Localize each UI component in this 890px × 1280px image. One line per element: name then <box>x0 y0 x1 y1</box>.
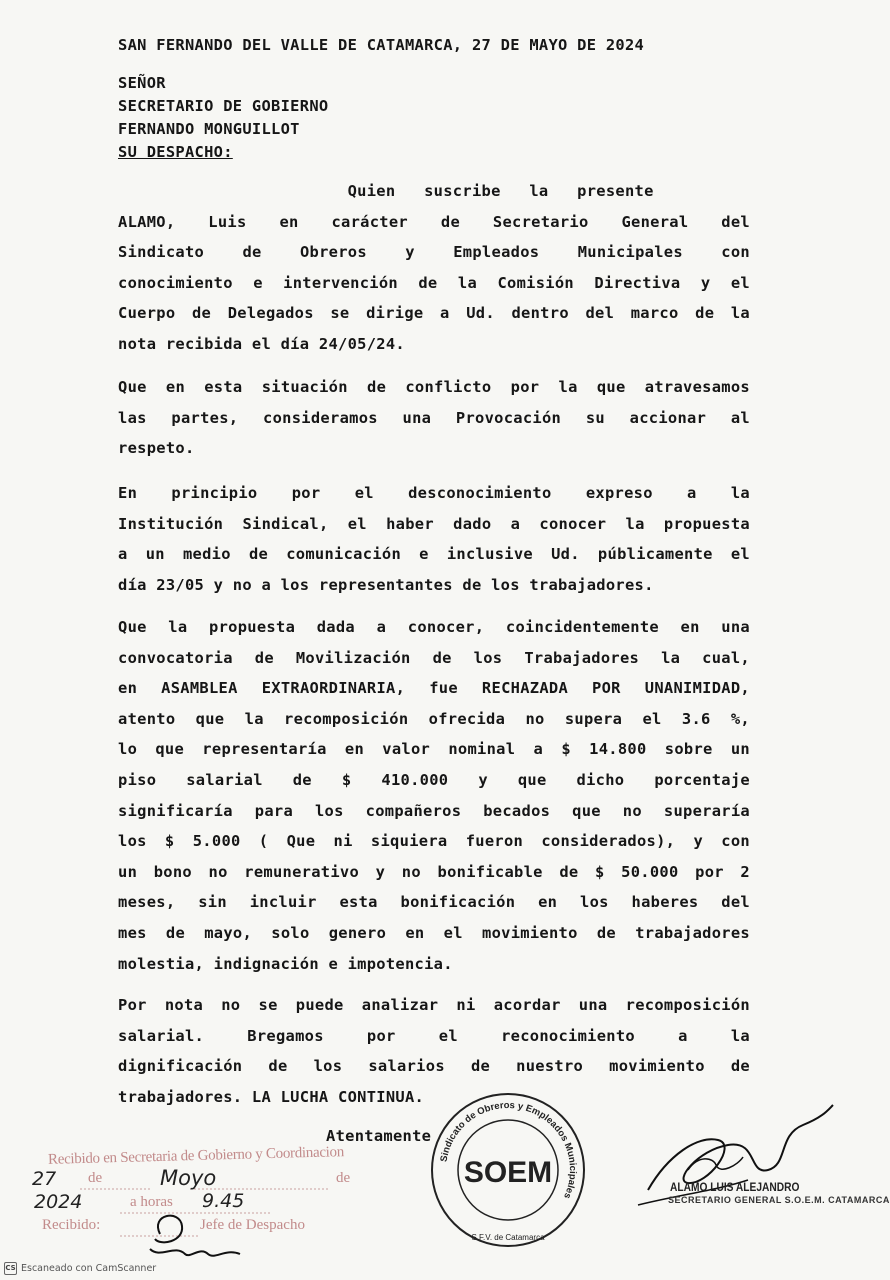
signature-icon <box>628 1095 848 1225</box>
paragraph-line: trabajadores. LA LUCHA CONTINUA. <box>118 1087 425 1106</box>
place-date: SAN FERNANDO DEL VALLE DE CATAMARCA, 27 DE MAYO DE 2024 <box>118 36 645 54</box>
paragraph-line: Que en esta situación de conflicto por la que atravesamos <box>118 378 750 396</box>
paragraph-line: un bono no remunerativo y no bonificable de $ 50.000 por 2 <box>118 862 750 881</box>
handwritten-year: 2024 <box>34 1191 83 1213</box>
paragraph-line: en ASAMBLEA EXTRAORDINARIA, fue RECHAZADA POR UNANIMIDAD, <box>118 679 750 698</box>
stamp-label-chief: Jefe de Despacho <box>200 1217 305 1233</box>
paragraph-line: meses, sin incluir esta bonificación en los haberes del <box>118 893 750 912</box>
paragraph-conflict <box>118 372 750 464</box>
paragraph-line: Cuerpo de Delegados se dirige a Ud. dentro del marco de la <box>118 304 750 323</box>
received-stamp-title: Recibido en Secretaria de Gobierno y Coordinacion <box>47 1144 345 1168</box>
paragraph-line: los $ 5.000 ( Que ni siquiera fueron considerados), y con <box>118 832 750 851</box>
paragraph-line: salarial. Bregamos por el reconocimiento a la <box>118 1026 750 1045</box>
paragraph-line: las partes, consideramos una Provocación su accionar al <box>118 408 750 427</box>
handwritten-month: Moyo <box>160 1166 217 1190</box>
camscanner-icon: CS <box>4 1262 17 1275</box>
signatory-name: ALAMO LUIS ALEJANDRO <box>670 1180 800 1194</box>
paragraph-line: Institución Sindical, el haber dado a conocer la propuesta <box>118 514 750 533</box>
received-stamp <box>32 1144 380 1264</box>
paragraph-line: Quien suscribe la presente <box>118 182 654 200</box>
scanner-footer <box>4 1262 156 1275</box>
signature-block <box>628 1095 890 1225</box>
paragraph-line: mes de mayo, solo genero en el movimiento de trabajadores <box>118 923 750 942</box>
addressee-salutation: SEÑOR <box>118 74 166 92</box>
addressee-office: SU DESPACHO: <box>118 143 233 161</box>
paragraph-line: atento que la recomposición ofrecida no supera el 3.6 %, <box>118 709 750 728</box>
stamp-label-hours: a horas <box>130 1194 173 1210</box>
paragraph-line: respeto. <box>118 439 195 458</box>
seal-ring-text: Sindicato de Obreros y Empleados Municipales <box>438 1099 579 1201</box>
paragraph-line: lo que representaría en valor nominal a $ 14.800 sobre un <box>118 740 750 759</box>
addressee-name: FERNANDO MONGUILLOT <box>118 120 300 138</box>
paragraph-proposal <box>118 612 750 979</box>
handwritten-day: 27 <box>32 1168 57 1190</box>
union-seal-icon <box>428 1090 588 1250</box>
paragraph-line: Sindicato de Obreros y Empleados Municipales con <box>118 243 750 262</box>
seal-bottom-text: S.F.V. de Catamarca <box>471 1233 545 1242</box>
closing-salutation: Atentamente <box>326 1127 432 1145</box>
paragraph-line: día 23/05 y no a los representantes de los trabajadores. <box>118 575 654 594</box>
paragraph-line: piso salarial de $ 410.000 y que dicho porcentaje <box>118 770 750 789</box>
stamp-label-de: de <box>88 1170 103 1186</box>
handwritten-time: 9.45 <box>202 1190 245 1212</box>
paragraph-line: convocatoria de Movilización de los Trabajadores la cual, <box>118 648 750 667</box>
paragraph-line: significaría para los compañeros becados que no superaría <box>118 801 750 820</box>
paragraph-line: nota recibida el día 24/05/24. <box>118 334 405 353</box>
paragraph-intro <box>118 176 750 360</box>
paragraph-line: molestia, indignación e impotencia. <box>118 954 453 973</box>
receiver-signature-icon <box>130 1204 270 1264</box>
addressee-title: SECRETARIO DE GOBIERNO <box>118 97 329 115</box>
paragraph-line: ALAMO, Luis en carácter de Secretario General del <box>118 212 750 231</box>
scanner-footer-text: Escaneado con CamScanner <box>21 1263 157 1274</box>
paragraph-line: En principio por el desconocimiento expreso a la <box>118 484 750 502</box>
paragraph-line: conocimiento e intervención de la Comisión Directiva y el <box>118 273 750 292</box>
paragraph-line: dignificación de los salarios de nuestro movimiento de <box>118 1057 750 1076</box>
seal-center-text: SOEM <box>463 1156 553 1189</box>
signatory-role: SECRETARIO GENERAL S.O.E.M. CATAMARCA <box>668 1195 890 1205</box>
paragraph-principle <box>118 478 750 600</box>
paragraph-line: Que la propuesta dada a conocer, coincidentemente en una <box>118 618 750 636</box>
paragraph-line: a un medio de comunicación e inclusive Ud. públicamente el <box>118 545 750 564</box>
paragraph-line: Por nota no se puede analizar ni acordar una recomposición <box>118 996 750 1014</box>
stamp-label-de: de <box>336 1170 351 1186</box>
stamp-label-received: Recibido: <box>42 1217 101 1233</box>
